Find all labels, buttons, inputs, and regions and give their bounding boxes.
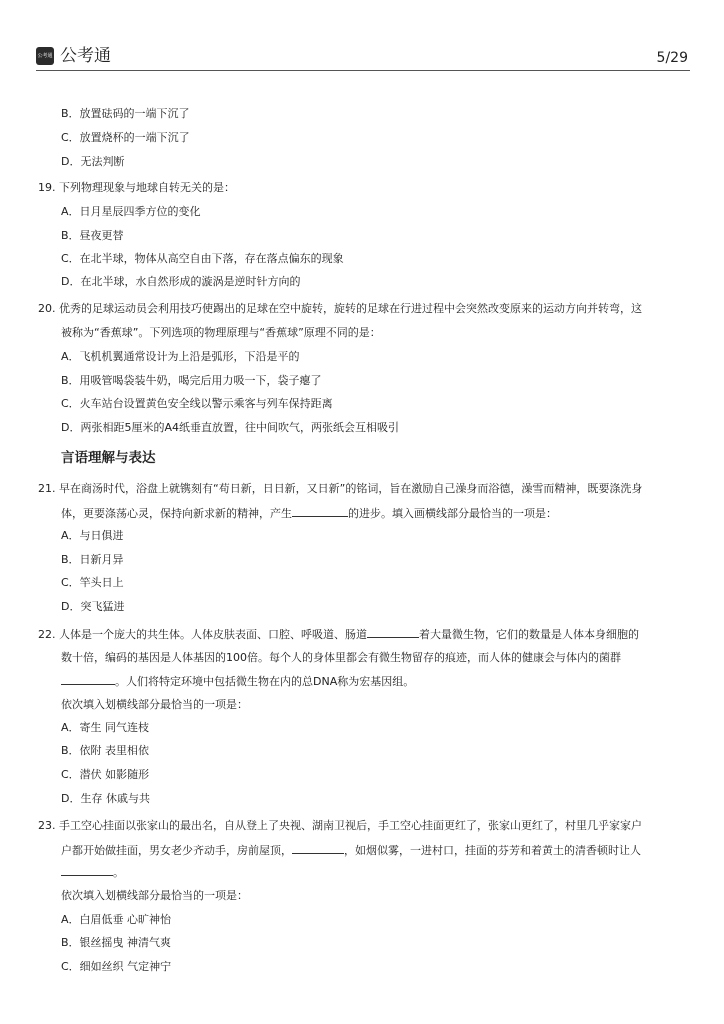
q21-option-b: B．日新月异 [61, 553, 124, 566]
q21-stem-line1: 21. 早在商汤时代，浴盘上就镌刻有“苟日新，日日新，又日新”的铭词，旨在激励自己澡身而浴德，澡雪而精神，既要涤洗身 [38, 482, 643, 495]
q19-option-a: A．日月星辰四季方位的变化 [61, 205, 201, 218]
q18-option-d: D．无法判断 [61, 155, 125, 168]
q22-stem-line3 [61, 673, 414, 690]
q20-stem-line1: 20. 优秀的足球运动员会利用技巧使踢出的足球在空中旋转，旋转的足球在行进过程中会突然改变原来的运动方向并转弯，这 [38, 302, 642, 315]
q21-option-d: D．突飞猛进 [61, 600, 125, 613]
q23-stem-part-c: 。 [113, 866, 124, 879]
section-heading: 言语理解与表达 [61, 450, 156, 466]
q18-option-c: C．放置烧杯的一端下沉了 [61, 131, 190, 144]
q22-stem-line2: 数十倍，编码的基因是人体基因的100倍。每个人的身体里都会有微生物留存的痕迹，而人体的健康会与体内的菌群 [61, 651, 621, 664]
header-divider [36, 70, 690, 71]
q22-option-b: B．依附 表里相依 [61, 744, 150, 757]
q23-stem-line3 [61, 864, 124, 881]
q21-stem-line2 [61, 505, 557, 522]
q18-option-b: B．放置砝码的一端下沉了 [61, 107, 190, 120]
q23-stem-part-a: 户都开始做挂面，男女老少齐动手，房前屋顶， [61, 844, 292, 857]
q23-option-c: C．细如丝织 气定神宁 [61, 960, 172, 973]
q20-stem-line2: 被称为“香蕉球”。下列选项的物理原理与“香蕉球”原理不同的是： [61, 326, 381, 339]
q22-option-d: D．生存 休戚与共 [61, 792, 150, 805]
q21-stem-part-a: 体，更要涤荡心灵，保持向新求新的精神，产生 [61, 507, 292, 520]
page-number: 5/29 [656, 50, 688, 66]
q23-blank-1 [292, 842, 344, 854]
q20-option-d: D．两张相距5厘米的A4纸垂直放置，往中间吹气，两张纸会互相吸引 [61, 421, 399, 434]
page-header [36, 44, 690, 70]
q19-stem: 19. 下列物理现象与地球自转无关的是： [38, 181, 235, 194]
q23-option-a: A．白眉低垂 心旷神怡 [61, 913, 172, 926]
q22-blank-1 [367, 626, 419, 638]
q22-stem-line1 [38, 626, 639, 643]
q22-option-a: A．寄生 同气连枝 [61, 721, 150, 734]
q22-blank-2 [61, 673, 115, 685]
q22-stem-part-a: 22. 人体是一个庞大的共生体。人体皮肤表面、口腔、呼吸道、肠道 [38, 628, 367, 641]
q22-stem-part-b: 着大量微生物，它们的数量是人体本身细胞的 [419, 628, 639, 641]
q23-option-b: B．银丝摇曳 神清气爽 [61, 936, 172, 949]
q23-stem-line2 [61, 842, 641, 859]
q21-option-a: A．与日俱进 [61, 529, 124, 542]
q23-stem-part-b: ，如烟似雾，一进村口，挂面的芬芳和着黄土的清香顿时让人 [344, 844, 641, 857]
q22-option-c: C．潜伏 如影随形 [61, 768, 150, 781]
q23-stem-line1: 23. 手工空心挂面以张家山的最出名，自从登上了央视、湖南卫视后，手工空心挂面更红了，张家山更红了，村里几乎家家户 [38, 819, 642, 832]
q20-option-c: C．火车站台设置黄色安全线以警示乘客与列车保持距离 [61, 397, 333, 410]
logo-icon: 公考通 [36, 47, 54, 65]
q21-blank [292, 505, 348, 517]
q20-option-b: B．用吸管喝袋装牛奶，喝完后用力吸一下，袋子瘪了 [61, 374, 322, 387]
q21-option-c: C．竿头日上 [61, 576, 124, 589]
q19-option-d: D．在北半球，水自然形成的漩涡是逆时针方向的 [61, 275, 301, 288]
q22-stem-part-c: 。人们将特定环境中包括微生物在内的总DNA称为宏基因组。 [115, 675, 415, 688]
q19-option-b: B．昼夜更替 [61, 229, 124, 242]
q23-prompt: 依次填入划横线部分最恰当的一项是： [61, 889, 248, 902]
q19-option-c: C．在北半球，物体从高空自由下落，存在落点偏东的现象 [61, 252, 344, 265]
q23-blank-2 [61, 864, 113, 876]
logo-text: 公考通 [60, 46, 111, 66]
q22-prompt: 依次填入划横线部分最恰当的一项是： [61, 698, 248, 711]
q21-stem-part-b: 的进步。填入画横线部分最恰当的一项是： [348, 507, 557, 520]
q20-option-a: A．飞机机翼通常设计为上沿是弧形，下沿是平的 [61, 350, 300, 363]
